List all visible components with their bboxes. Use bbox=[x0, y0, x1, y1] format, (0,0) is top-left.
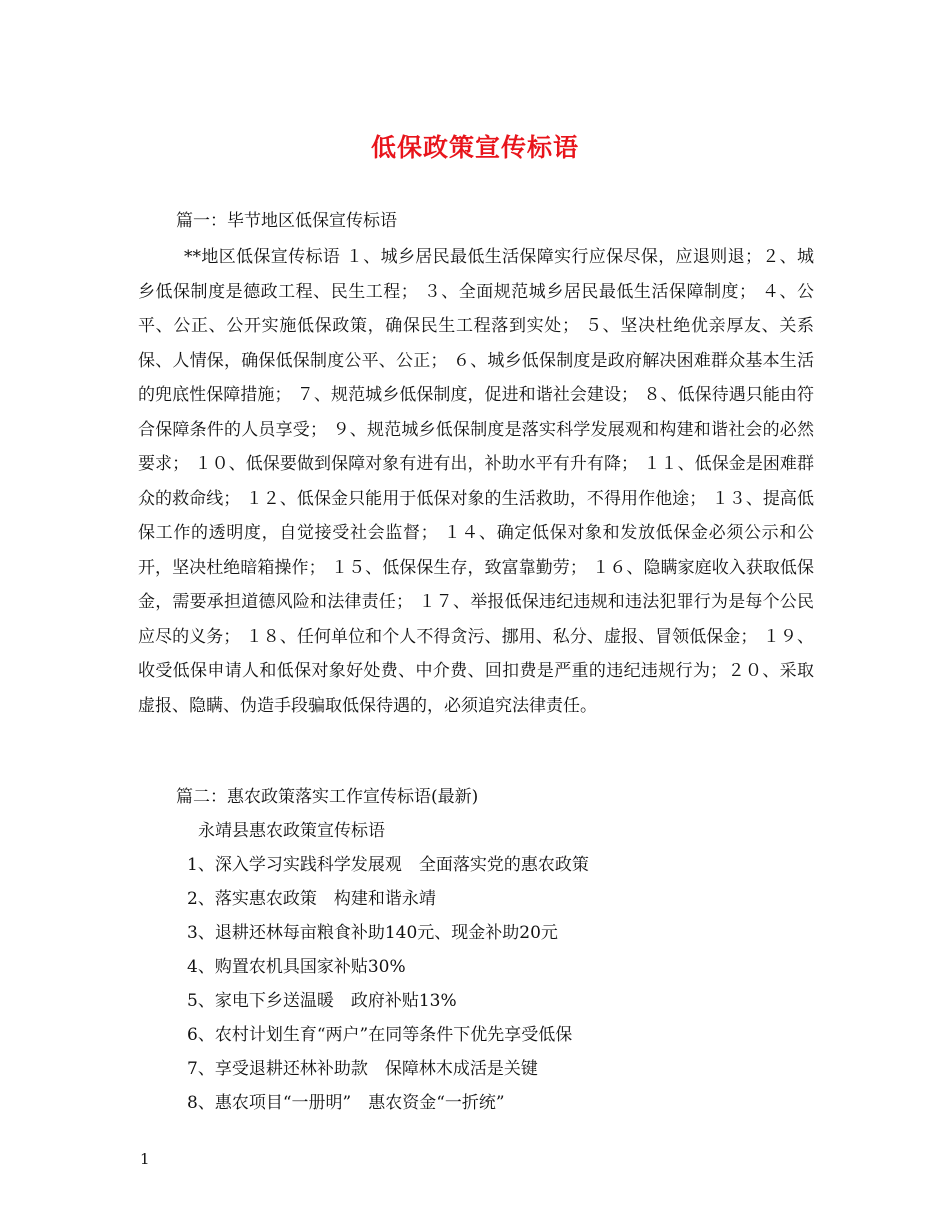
slogan-item: 3、退耕还林每亩粮食补助140元、现金补助20元 bbox=[187, 923, 558, 943]
section1-body bbox=[138, 240, 814, 723]
page-number: 1 bbox=[140, 1150, 150, 1168]
section1-body-text: **地区低保宣传标语 １、城乡居民最低生活保障实行应保尽保，应退则退；２、城乡低保制度是德政工程、民生工程； ３、全面规范城乡居民最低生活保障制度； ４、公平、公正、公开实施低保政策，确保民生工程落到实处； ５、坚决杜绝优亲厚友、关系保、人情保，确保低保制度公平、公正； ６、城乡低保制度是政府解决困难群众基本生活的兜底性保障措施； ７、规范城乡低保制度，促进和谐社会建设； ８、低保待遇只能由符合保障条件的人员享受； ９、规范城乡低保制度是落实科学发展观和构建和谐社会的必然要求； １０、低保要做到保障对象有进有出，补助水平有升有降； １１、低保金是困难群众的救命线； １２、低保金只能用于低保对象的生活救助，不得用作他途； １３、提高低保工作的透明度，自觉接受社会监督； １４、确定低保对象和发放低保金必须公示和公开，坚决杜绝暗箱操作； １５、低保保生存，致富靠勤劳； １６、隐瞒家庭收入获取低保金，需要承担道德风险和法律责任； １７、举报低保违纪违规和违法犯罪行为是每个公民应尽的义务； １８、任何单位和个人不得贪污、挪用、私分、虚报、冒领低保金； １９、收受低保申请人和低保对象好处费、中介费、回扣费是严重的违纪违规行为；２０、采取虚报、隐瞒、伪造手段骗取低保待遇的，必须追究法律责任。 bbox=[138, 247, 814, 716]
section2-subheading: 永靖县惠农政策宣传标语 bbox=[198, 821, 385, 841]
document-title: 低保政策宣传标语 bbox=[370, 133, 579, 162]
section2-heading: 篇二：惠农政策落实工作宣传标语(最新) bbox=[176, 787, 479, 807]
slogan-item: 1、深入学习实践科学发展观 全面落实党的惠农政策 bbox=[187, 855, 589, 875]
slogan-item: 8、惠农项目“一册明” 惠农资金“一折统” bbox=[187, 1093, 505, 1113]
slogan-item: 4、购置农机具国家补贴30% bbox=[187, 957, 406, 977]
slogan-item: 6、农村计划生育“两户”在同等条件下优先享受低保 bbox=[187, 1025, 573, 1045]
slogan-item: 2、落实惠农政策 构建和谐永靖 bbox=[187, 889, 436, 909]
section1-heading: 篇一：毕节地区低保宣传标语 bbox=[176, 211, 397, 231]
slogan-item: 7、享受退耕还林补助款 保障林木成活是关键 bbox=[187, 1059, 538, 1079]
slogan-item: 5、家电下乡送温暖 政府补贴13% bbox=[187, 991, 457, 1011]
